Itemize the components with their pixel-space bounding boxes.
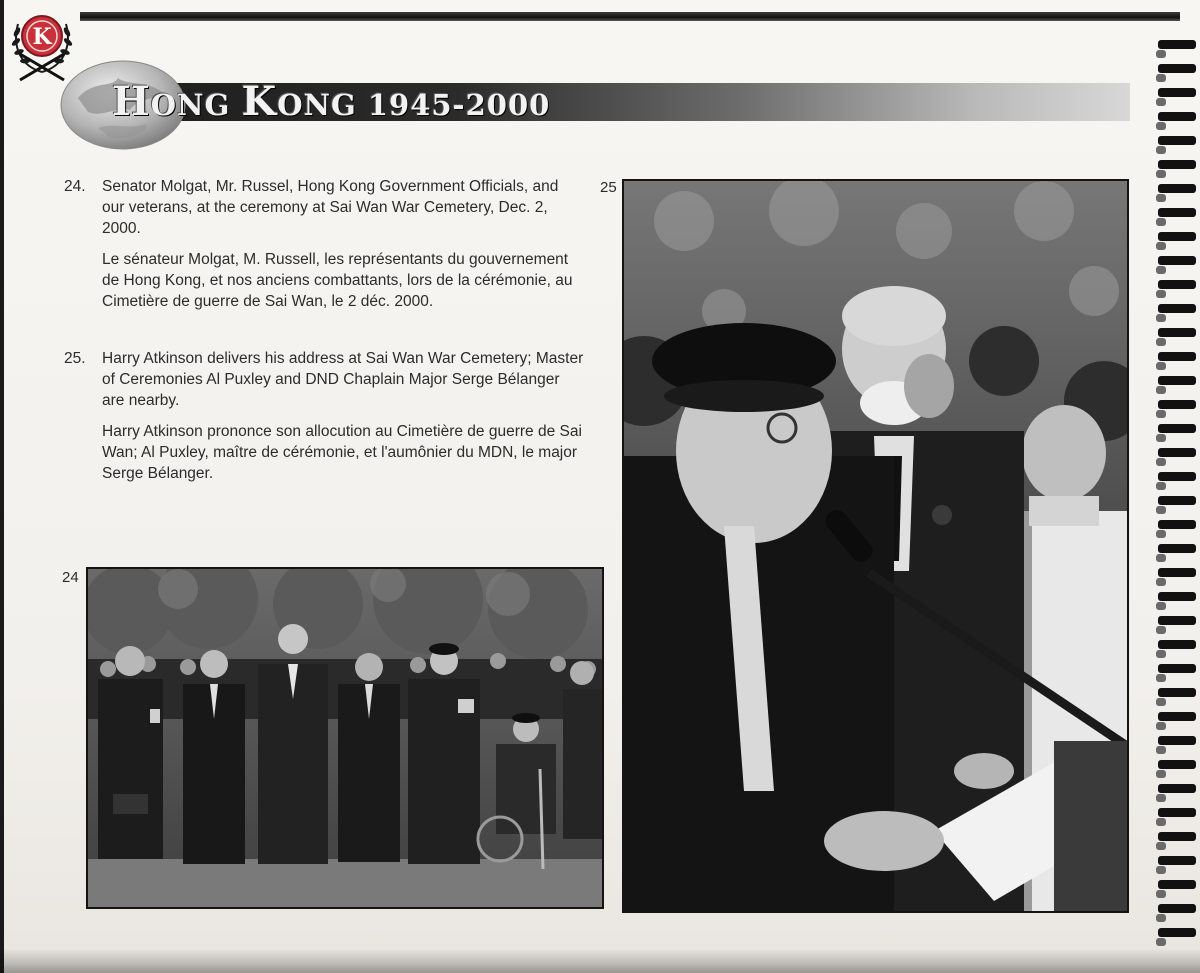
caption-number: 25. bbox=[64, 350, 86, 367]
title-initial-k: K bbox=[241, 78, 278, 125]
caption-english: Harry Atkinson delivers his address at Sai Wan War Cemetery; Master of Ceremonies Al Puxley and DND Chaplain Major Serge Bélanger are nearby. bbox=[102, 350, 584, 409]
top-rule bbox=[80, 12, 1180, 21]
caption-24 bbox=[64, 176, 584, 322]
logo-letter: K bbox=[32, 24, 52, 50]
photo-speaker-address bbox=[622, 179, 1129, 913]
caption-french: Le sénateur Molgat, M. Russell, les représentants du gouvernement de Hong Kong, et nos anciens combattants, lors de la cérémonie, au Cimetière de guerre de Sai Wan, le 2 déc. 2000. bbox=[102, 251, 573, 310]
photo-number-25: 25 bbox=[600, 179, 617, 196]
page-title bbox=[112, 78, 550, 124]
caption-english: Senator Molgat, Mr. Russel, Hong Kong Government Officials, and our veterans, at the ceremony at Sai Wan War Cemetery, Dec. 2, 2000. bbox=[102, 178, 559, 237]
title-part-years: ONG 1945-2000 bbox=[277, 88, 551, 122]
caption-25 bbox=[64, 348, 584, 494]
page-left-edge bbox=[0, 0, 4, 973]
photo-number-24: 24 bbox=[62, 569, 79, 586]
caption-french: Harry Atkinson prononce son allocution au Cimetière de guerre de Sai Wan; Al Puxley, maître de cérémonie, et l'aumônier du MDN, le major Serge Bélanger. bbox=[102, 423, 582, 482]
photo-ceremony-group bbox=[86, 567, 604, 909]
page-bottom-shadow bbox=[0, 948, 1200, 973]
title-part-ong: ONG bbox=[150, 88, 242, 122]
caption-number: 24. bbox=[64, 178, 86, 195]
spiral-binding bbox=[1150, 40, 1200, 965]
title-initial-h: H bbox=[112, 78, 151, 125]
